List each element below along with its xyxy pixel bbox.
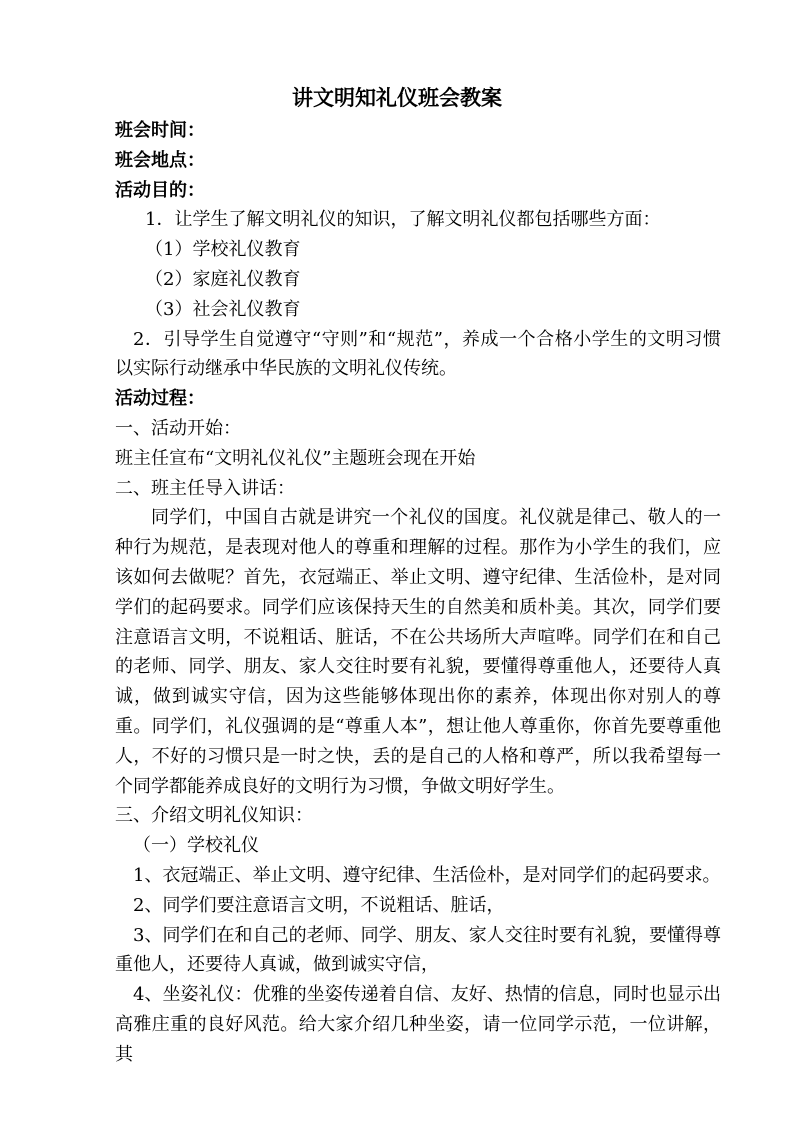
objective-1: 1．让学生了解文明礼仪的知识，了解文明礼仪都包括哪些方面： (145, 209, 661, 231)
objectives-heading: 活动目的： (115, 179, 205, 201)
objective-1-item: （3）社会礼仪教育 (145, 298, 301, 320)
step-3-heading: 三、介绍文明礼仪知识： (115, 805, 313, 827)
school-item: 2、同学们要注意语言文明，不说粗话、脏话， (133, 894, 505, 916)
step-1-text: 班主任宣布“文明礼仪礼仪”主题班会现在开始 (115, 447, 476, 469)
school-etiquette-heading: （一）学校礼仪 (133, 835, 259, 857)
document-body (115, 116, 721, 1070)
step-1-heading: 一、活动开始： (115, 417, 241, 439)
class-time-label: 班会时间： (115, 120, 205, 141)
objective-2: 2．引导学生自觉遵守“守则”和“规范”，养成一个合格小学生的文明习惯以实际行动继承中华民族的文明礼仪传统。 (115, 328, 721, 380)
class-place-label: 班会地点： (115, 149, 205, 171)
school-item: 3、同学们在和自己的老师、同学、朋友、家人交往时要有礼貌，要懂得尊重他人，还要待人真诚，做到诚实守信， (115, 924, 721, 976)
process-heading: 活动过程： (115, 388, 205, 410)
document-title: 讲文明知礼仪班会教案 (292, 85, 502, 110)
objective-1-item: （2）家庭礼仪教育 (145, 268, 301, 290)
step-2-text: 同学们，中国自古就是讲究一个礼仪的国度。礼仪就是律己、敬人的一种行为规范，是表现对他人的尊重和理解的过程。那作为小学生的我们，应该如何去做呢？首先，衣冠端正、举止文明、遵守纪律、生活俭朴，是对同学们的起码要求。同学们应该保持天生的自然美和质朴美。其次，同学们要注意语言文明，不说粗话、脏话，不在公共场所大声喧哗。同学们在和自己的老师、同学、朋友、家人交往时要有礼貌，要懂得尊重他人，还要待人真诚，做到诚实守信，因为这些能够体现出你的素养，体现出你对别人的尊重。同学们，礼仪强调的是“尊重人本”，想让他人尊重你，你首先要尊重他人，不好的习惯只是一时之快，丢的是自己的人格和尊严，所以我希望每一个同学都能养成良好的文明行为习惯，争做文明好学生。 (115, 507, 721, 797)
school-item: 1、衣冠端正、举止文明、遵守纪律、生活俭朴，是对同学们的起码要求。 (133, 864, 721, 886)
step-2-heading: 二、班主任导入讲话： (115, 477, 295, 499)
objective-1-item: （1）学校礼仪教育 (145, 239, 301, 261)
school-item: 4、坐姿礼仪：优雅的坐姿传递着自信、友好、热情的信息，同时也显示出高雅庄重的良好风范。给大家介绍几种坐姿，请一位同学示范，一位讲解，其 (115, 984, 721, 1065)
